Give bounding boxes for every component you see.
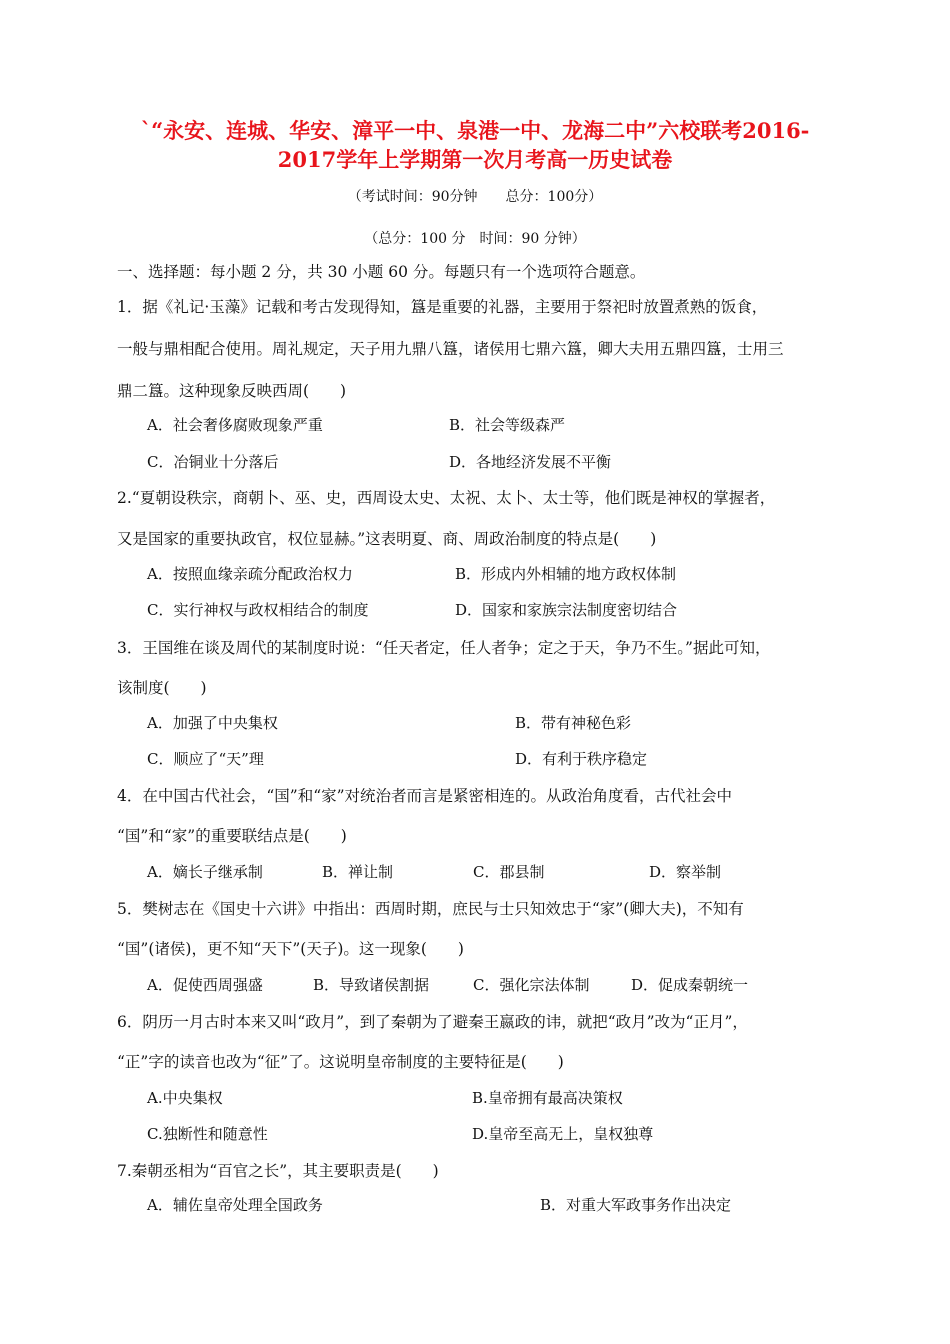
- question-1-line-2: 一般与鼎相配合使用。周礼规定，天子用九鼎八簋，诸侯用七鼎六簋，卿大夫用五鼎四簋，士用三: [117, 340, 784, 358]
- question-4-option-c[interactable]: C．郡县制: [473, 863, 545, 881]
- question-4-option-a[interactable]: A．嫡长子继承制: [147, 863, 263, 881]
- question-1-line-3: 鼎二簋。这种现象反映西周( ): [117, 382, 347, 400]
- exam-title-line1: `“永安、连城、华安、漳平一中、泉港一中、龙海二中”六校联考2016-: [140, 118, 810, 143]
- question-4-line-1: 4．在中国古代社会，“国”和“家”对统治者而言是紧密相连的。从政治角度看，古代社会中: [117, 787, 733, 805]
- question-6-option-d[interactable]: D.皇帝至高无上，皇权独尊: [472, 1125, 654, 1143]
- question-3-option-b[interactable]: B．带有神秘色彩: [515, 714, 632, 732]
- question-3-line-1: 3．王国维在谈及周代的某制度时说：“任天者定，任人者争；定之于天，争乃不生。”据此可知，: [117, 639, 771, 657]
- question-1-option-c[interactable]: C．冶铜业十分落后: [147, 453, 279, 471]
- question-5-option-c[interactable]: C．强化宗法体制: [473, 976, 590, 994]
- question-2-option-d[interactable]: D．国家和家族宗法制度密切结合: [455, 601, 678, 619]
- exam-meta-time-score: （考试时间：90分钟 总分：100分）: [347, 189, 603, 205]
- question-6-line-1: 6．阴历一月古时本来又叫“政月”，到了秦朝为了避秦王嬴政的讳，就把“政月”改为“正月”，: [117, 1013, 748, 1031]
- question-2-option-b[interactable]: B．形成内外相辅的地方政权体制: [455, 565, 677, 583]
- section-instructions: 一、选择题：每小题 2 分，共 30 小题 60 分。每题只有一个选项符合题意。: [117, 263, 646, 281]
- question-5-option-a[interactable]: A．促使西周强盛: [147, 976, 263, 994]
- question-2-line-1: 2.“夏朝设秩宗，商朝卜、巫、史，西周设太史、太祝、太卜、太士等，他们既是神权的掌握者，: [117, 489, 776, 507]
- question-2-line-2: 又是国家的重要执政官，权位显赫。”这表明夏、商、周政治制度的特点是( ): [117, 530, 657, 548]
- question-5-option-b[interactable]: B．导致诸侯割据: [313, 976, 430, 994]
- question-6-option-b[interactable]: B.皇帝拥有最高决策权: [472, 1089, 623, 1107]
- question-6-option-a[interactable]: A.中央集权: [147, 1089, 223, 1107]
- question-2-option-c[interactable]: C．实行神权与政权相结合的制度: [147, 601, 369, 619]
- question-5-line-2: “国”(诸侯)，更不知“天下”(天子)。这一现象( ): [117, 940, 464, 958]
- question-3-line-2: 该制度( ): [117, 679, 207, 697]
- question-2-option-a[interactable]: A．按照血缘亲疏分配政治权力: [147, 565, 353, 583]
- question-4-line-2: “国”和“家”的重要联结点是( ): [117, 827, 347, 845]
- question-3-option-c[interactable]: C．顺应了“天”理: [147, 750, 264, 768]
- question-7-option-a[interactable]: A．辅佐皇帝处理全国政务: [147, 1196, 323, 1214]
- question-1-line-1: 1．据《礼记·玉藻》记载和考古发现得知，簋是重要的礼器，主要用于祭祀时放置煮熟的饭食，: [117, 298, 768, 316]
- question-1-option-a[interactable]: A．社会奢侈腐败现象严重: [147, 416, 323, 434]
- exam-meta-score-time: （总分：100 分 时间：90 分钟）: [364, 231, 586, 247]
- question-7-line-1: 7.秦朝丞相为“百官之长”，其主要职责是( ): [117, 1162, 439, 1180]
- question-4-option-b[interactable]: B．禅让制: [322, 863, 394, 881]
- exam-title-line2: 2017学年上学期第一次月考高一历史试卷: [277, 147, 673, 172]
- question-3-option-a[interactable]: A．加强了中央集权: [147, 714, 278, 732]
- question-6-line-2: “正”字的读音也改为“征”了。这说明皇帝制度的主要特征是( ): [117, 1053, 564, 1071]
- question-7-option-b[interactable]: B．对重大军政事务作出决定: [540, 1196, 732, 1214]
- question-5-option-d[interactable]: D．促成秦朝统一: [631, 976, 749, 994]
- question-4-option-d[interactable]: D．察举制: [649, 863, 722, 881]
- question-6-option-c[interactable]: C.独断性和随意性: [147, 1125, 268, 1143]
- question-5-line-1: 5．樊树志在《国史十六讲》中指出：西周时期，庶民与士只知效忠于“家”(卿大夫)，不知有: [117, 900, 744, 918]
- question-3-option-d[interactable]: D．有利于秩序稳定: [515, 750, 648, 768]
- question-1-option-b[interactable]: B．社会等级森严: [449, 416, 566, 434]
- question-1-option-d[interactable]: D．各地经济发展不平衡: [449, 453, 612, 471]
